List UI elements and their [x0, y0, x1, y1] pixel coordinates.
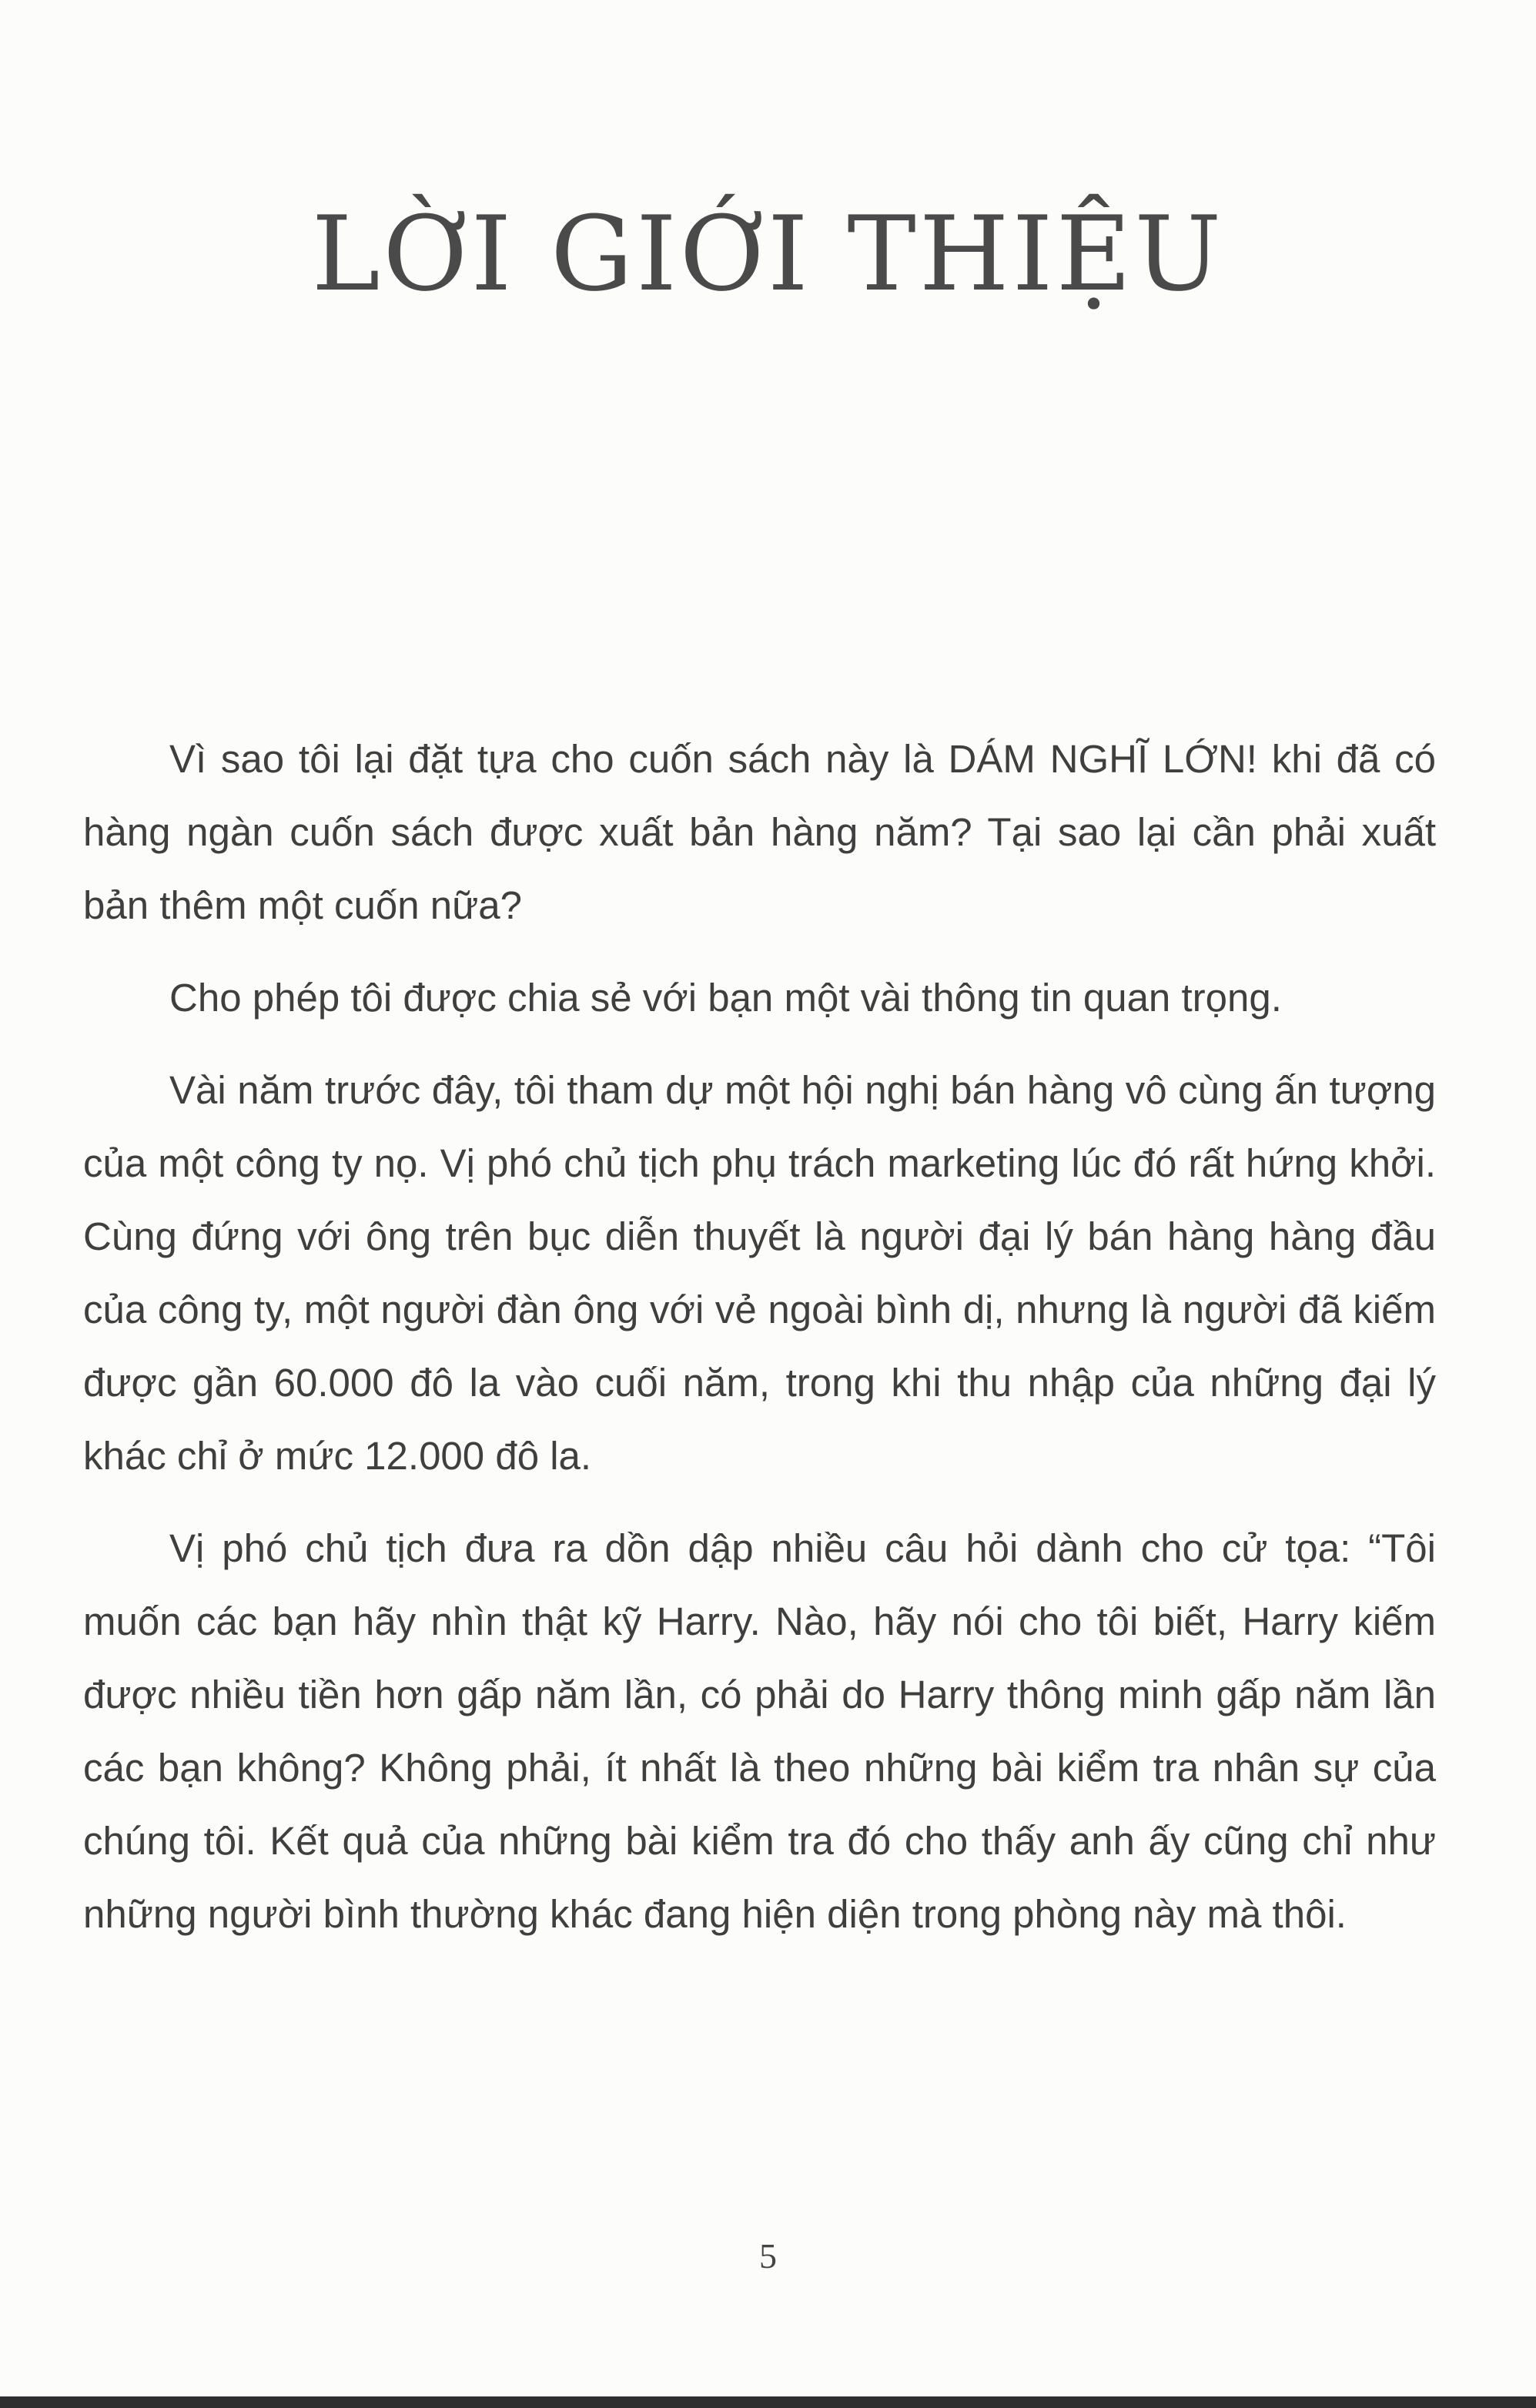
body-text: [83, 722, 1436, 1970]
page-bottom-edge: [0, 2396, 1536, 2408]
paragraph-4: Vị phó chủ tịch đưa ra dồn dập nhiều câu hỏi dành cho cử tọa: “Tôi muốn các bạn hãy nhìn thật kỹ Harry. Nào, hãy nói cho tôi biết, Harry kiếm được nhiều tiền hơn gấp năm lần, có phải do Harry thông minh gấp năm lần các bạn không? Không phải, ít nhất là theo những bài kiểm tra nhân sự của chúng tôi. Kết quả của những bài kiểm tra đó cho thấy anh ấy cũng chỉ như những người bình thường khác đang hiện diện trong phòng này mà thôi.: [83, 1526, 1436, 1936]
paragraph-1: Vì sao tôi lại đặt tựa cho cuốn sách này là DÁM NGHĨ LỚN! khi đã có hàng ngàn cuốn sách được xuất bản hàng năm? Tại sao lại cần phải xuất bản thêm một cuốn nữa?: [83, 737, 1436, 927]
page-number: 5: [759, 2236, 777, 2276]
chapter-title: LỜI GIỚI THIỆU: [311, 194, 1225, 314]
paragraph-3: Vài năm trước đây, tôi tham dự một hội nghị bán hàng vô cùng ấn tượng của một công ty nọ. Vị phó chủ tịch phụ trách marketing lúc đó rất hứng khởi. Cùng đứng với ông trên bục diễn thuyết là người đại lý bán hàng hàng đầu của công ty, một người đàn ông với vẻ ngoài bình dị, nhưng là người đã kiếm được gần 60.000 đô la vào cuối năm, trong khi thu nhập của những đại lý khác chỉ ở mức 12.000 đô la.: [83, 1068, 1436, 1478]
paragraph-2: Cho phép tôi được chia sẻ với bạn một vài thông tin quan trọng.: [169, 976, 1282, 1020]
